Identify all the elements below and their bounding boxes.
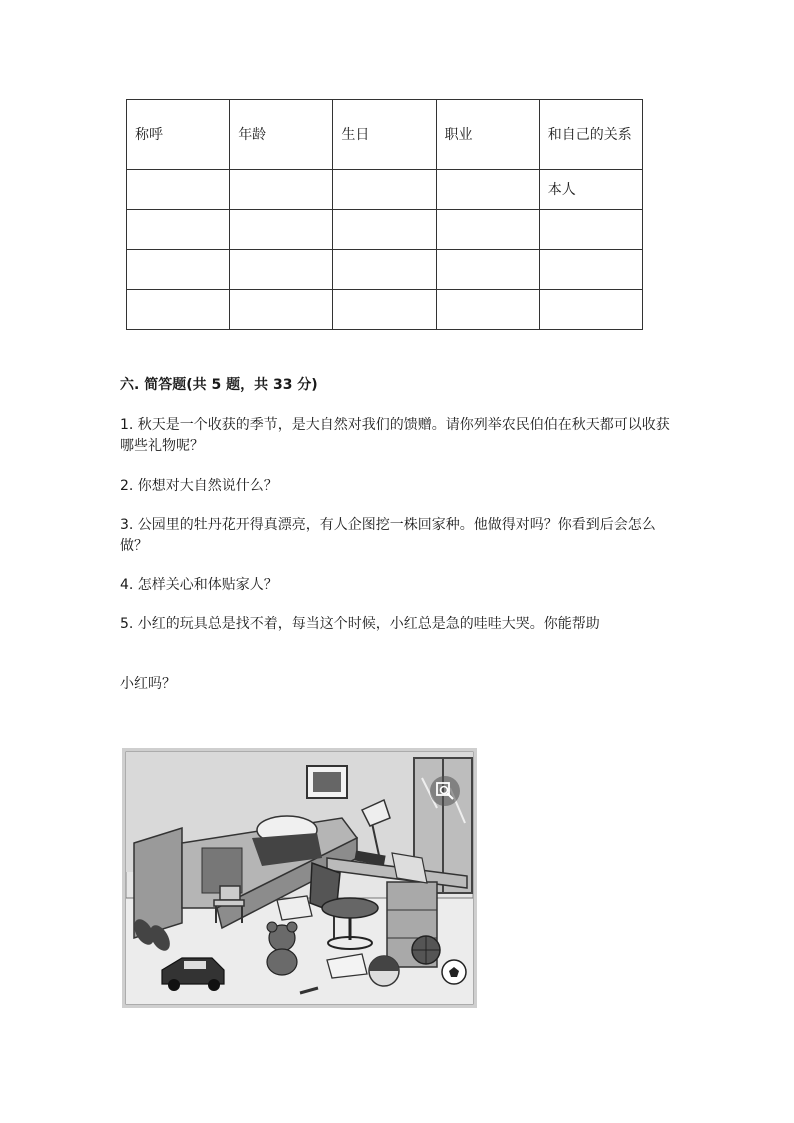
header-title-cell: 称呼: [127, 100, 230, 170]
messy-room-illustration: [122, 748, 477, 1008]
family-info-table: [126, 99, 643, 330]
question-5: 5. 小红的玩具总是找不着，每当这个时候，小红总是急的哇哇大哭。你能帮助: [120, 616, 600, 632]
table-row: [127, 170, 643, 210]
table-row: [127, 250, 643, 290]
question-3: 3. 公园里的牡丹花开得真漂亮，有人企图挖一株回家种。他做得对吗？你看到后会怎么做？: [120, 517, 656, 554]
header-job-cell: 职业: [436, 100, 539, 170]
room-drawing: [122, 748, 477, 1008]
header-age-cell: 年龄: [230, 100, 333, 170]
table-row: [127, 290, 643, 330]
question-4: 4. 怎样关心和体贴家人？: [120, 577, 278, 593]
table-cell[interactable]: [127, 250, 230, 290]
table-cell[interactable]: [539, 290, 642, 330]
table-cell[interactable]: [436, 210, 539, 250]
table-cell[interactable]: [436, 250, 539, 290]
table-cell[interactable]: [230, 210, 333, 250]
header-relation-cell: 和自己的关系: [539, 100, 642, 170]
table-cell[interactable]: [539, 210, 642, 250]
question-2: 2. 你想对大自然说什么？: [120, 478, 278, 494]
table-cell[interactable]: [333, 170, 436, 210]
table-header-row: [127, 100, 643, 170]
table-row: [127, 210, 643, 250]
table-cell[interactable]: [436, 290, 539, 330]
table-cell: 本人: [539, 170, 642, 210]
table-cell[interactable]: [333, 210, 436, 250]
header-birthday-cell: 生日: [333, 100, 436, 170]
zoom-icon[interactable]: [430, 776, 460, 806]
table-cell[interactable]: [333, 290, 436, 330]
section-title: 六. 简答题(共 5 题，共 33 分): [120, 377, 318, 393]
table-cell[interactable]: [333, 250, 436, 290]
question-5-continued: 小红吗？: [120, 676, 176, 692]
table-cell[interactable]: [436, 170, 539, 210]
table-cell[interactable]: [127, 170, 230, 210]
table-cell[interactable]: [127, 290, 230, 330]
table-cell[interactable]: [230, 250, 333, 290]
table-cell[interactable]: [230, 170, 333, 210]
table-cell[interactable]: [230, 290, 333, 330]
question-1: 1. 秋天是一个收获的季节，是大自然对我们的馈赠。请你列举农民伯伯在秋天都可以收获哪些礼物呢？: [120, 417, 670, 454]
table-cell[interactable]: [539, 250, 642, 290]
table-cell[interactable]: [127, 210, 230, 250]
